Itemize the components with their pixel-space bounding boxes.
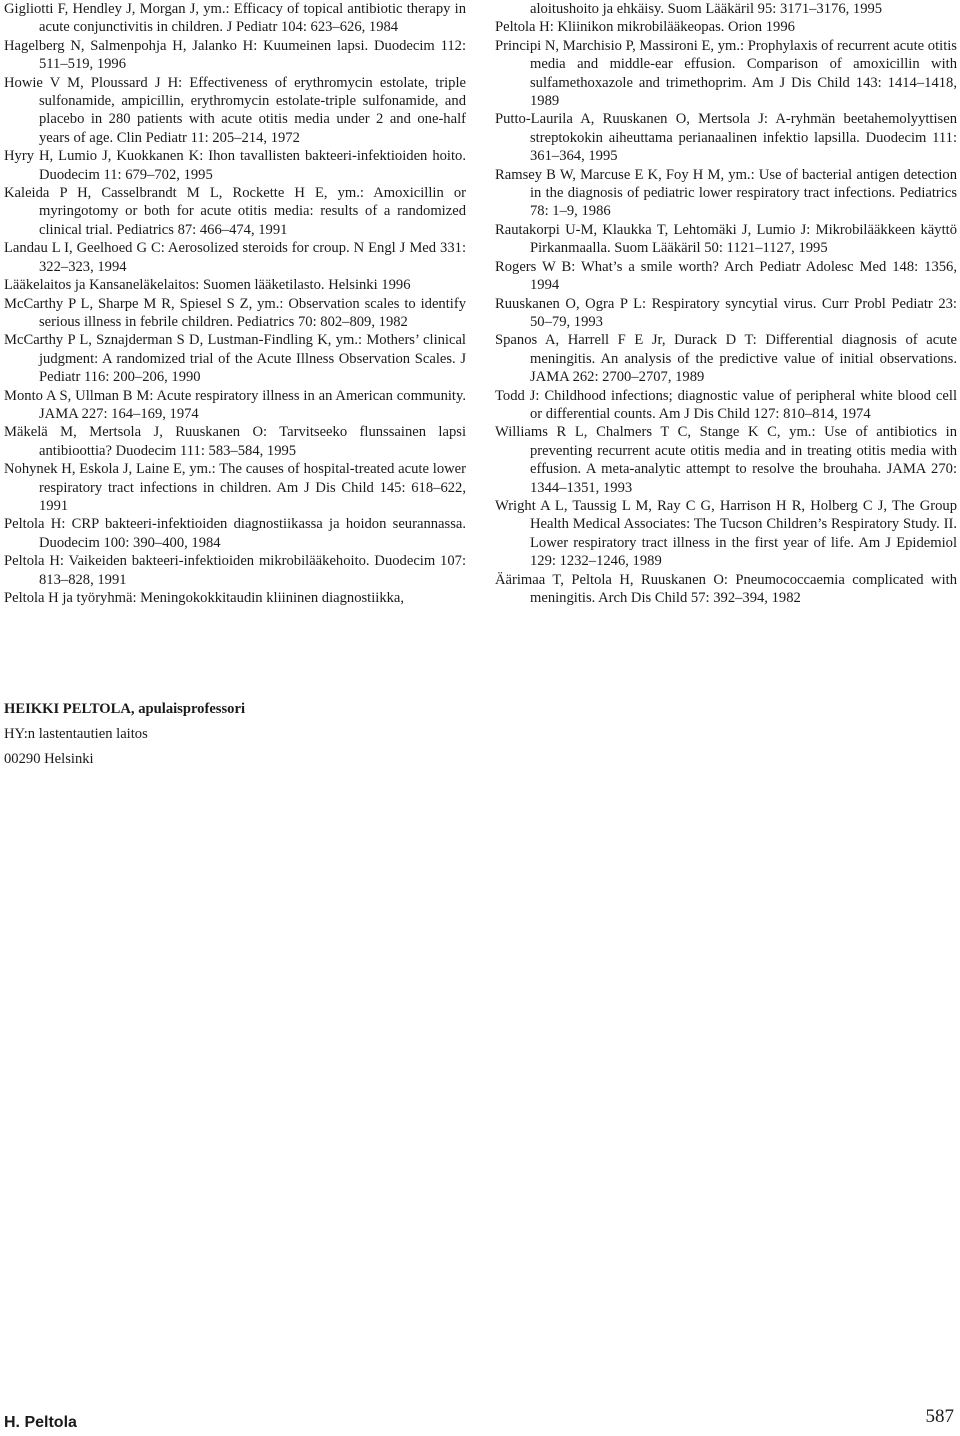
reference-item: Monto A S, Ullman B M: Acute respiratory illness in an American community. JAMA 227: 164–169, 1974 [4, 387, 466, 422]
running-footer-name: H. Peltola [4, 1414, 77, 1431]
reference-item: Kaleida P H, Casselbrandt M L, Rockette H E, ym.: Amoxicillin or myringotomy or both for acute otitis media: results of a randomized clinical trial. Pediatrics 87: 466–474, 1991 [4, 185, 466, 238]
page-number: 587 [925, 1406, 954, 1427]
author-address-block [4, 697, 245, 772]
reference-item: Ruuskanen O, Ogra P L: Respiratory syncytial virus. Curr Probl Pediatr 23: 50–79, 1993 [495, 295, 957, 330]
reference-item: Landau L I, Geelhoed G C: Aerosolized steroids for croup. N Engl J Med 331: 322–323, 1994 [4, 240, 466, 275]
reference-item: Nohynek H, Eskola J, Laine E, ym.: The causes of hospital-treated acute lower respiratory tract infections in children. Am J Dis Child 145: 618–622, 1991 [4, 461, 466, 514]
reference-item: Ramsey B W, Marcuse E K, Foy H M, ym.: Use of bacterial antigen detection in the diagnosis of pediatric lower respiratory tract infections. Pediatrics 78: 1–9, 1986 [495, 166, 957, 220]
reference-item: Peltola H ja työryhmä: Meningokokkitaudin kliininen diagnostiikka, [4, 590, 405, 606]
reference-item: Mäkelä M, Mertsola J, Ruuskanen O: Tarvitseeko flunssainen lapsi antibioottia? Duodecim 111: 583–584, 1995 [4, 424, 466, 459]
author-name: HEIKKI PELTOLA, apulaisprofessori [4, 701, 245, 717]
reference-item: Hyry H, Lumio J, Kuokkanen K: Ihon tavallisten bakteeri-infektioiden hoito. Duodecim 11: 679–702, 1995 [4, 148, 466, 183]
reference-item: Äärimaa T, Peltola H, Ruuskanen O: Pneumococcaemia complicated with meningitis. Arch Dis Child 57: 392–394, 1982 [495, 571, 957, 606]
reference-item: Williams R L, Chalmers T C, Stange K C, ym.: Use of antibiotics in preventing recurrent acute otitis media and in treating otitis media with effusion. A meta-analytic attempt to resolve the brouhaha. JAMA 270: 1344–1351, 1993 [495, 424, 957, 496]
reference-continuation: aloitushoito ja ehkäisy. Suom Lääkäril 95: 3171–3176, 1995 [530, 1, 883, 17]
reference-item: Spanos A, Harrell F E Jr, Durack D T: Differential diagnosis of acute meningitis. An analysis of the predictive value of initial observations. JAMA 262: 2700–2707, 1989 [495, 332, 957, 386]
reference-item: Rautakorpi U-M, Klaukka T, Lehtomäki J, Lumio J: Mikrobilääkkeen käyttö Pirkanmaalla. Suom Lääkäril 50: 1121–1127, 1995 [495, 221, 957, 257]
reference-item: Principi N, Marchisio P, Massironi E, ym.: Prophylaxis of recurrent acute otitis media and middle-ear effusion. Comparison of amoxicillin with sulfamethoxazole and trimethoprim. Am J Dis Child 143: 1414–1418, 1989 [495, 37, 957, 110]
reference-list-left [4, 0, 466, 607]
author-institution: HY:n lastentautien laitos [4, 726, 148, 742]
reference-item: Lääkelaitos ja Kansaneläkelaitos: Suomen lääketilasto. Helsinki 1996 [4, 277, 411, 294]
reference-item: Peltola H: CRP bakteeri-infektioiden diagnostiikassa ja hoidon seurannassa. Duodecim 100: 390–400, 1984 [4, 516, 466, 551]
reference-item: McCarthy P L, Sharpe M R, Spiesel S Z, ym.: Observation scales to identify serious illness in febrile children. Pediatrics 70: 802–809, 1982 [4, 295, 466, 330]
reference-list-right [495, 0, 957, 607]
reference-item: Rogers W B: What’s a smile worth? Arch Pediatr Adolesc Med 148: 1356, 1994 [495, 258, 957, 294]
reference-item: Wright A L, Taussig L M, Ray C G, Harrison H R, Holberg C J, The Group Health Medical Associates: The Tucson Children’s Respiratory Study. II. Lower respiratory tract illness in the first year of life. Am J Epidemiol 129: 1232–1246, 1989 [495, 497, 957, 570]
author-address: 00290 Helsinki [4, 751, 94, 767]
reference-item: Hagelberg N, Salmenpohja H, Jalanko H: Kuumeinen lapsi. Duodecim 112: 511–519, 1996 [4, 37, 466, 73]
reference-item: Peltola H: Kliinikon mikrobilääkeopas. Orion 1996 [495, 19, 795, 36]
reference-item: McCarthy P L, Sznajderman S D, Lustman-Findling K, ym.: Mothers’ clinical judgment: A randomized trial of the Acute Illness Observation Scales. J Pediatr 116: 200–206, 1990 [4, 332, 466, 386]
reference-item: Todd J: Childhood infections; diagnostic value of peripheral white blood cell or differential counts. Am J Dis Child 127: 810–814, 1974 [495, 387, 957, 422]
reference-item: Howie V M, Ploussard J H: Effectiveness of erythromycin estolate, triple sulfonamide, ampicillin, erythromycin estolate-triple sulfonamide, and placebo in 280 patients with acute otitis media under 2 and one-half years of age. Clin Pediatr 11: 205–214, 1972 [4, 74, 466, 146]
reference-item: Putto-Laurila A, Ruuskanen O, Mertsola J: A-ryhmän beetahemolyyttisen streptokokin aiheuttama perianaalinen infektio lapsilla. Duodecim 111: 361–364, 1995 [495, 111, 957, 165]
reference-item: Peltola H: Vaikeiden bakteeri-infektioiden mikrobilääkehoito. Duodecim 107: 813–828, 1991 [4, 553, 466, 588]
reference-item: Gigliotti F, Hendley J, Morgan J, ym.: Efficacy of topical antibiotic therapy in acute conjunctivitis in children. J Pediatr 104: 623–626, 1984 [4, 1, 466, 36]
